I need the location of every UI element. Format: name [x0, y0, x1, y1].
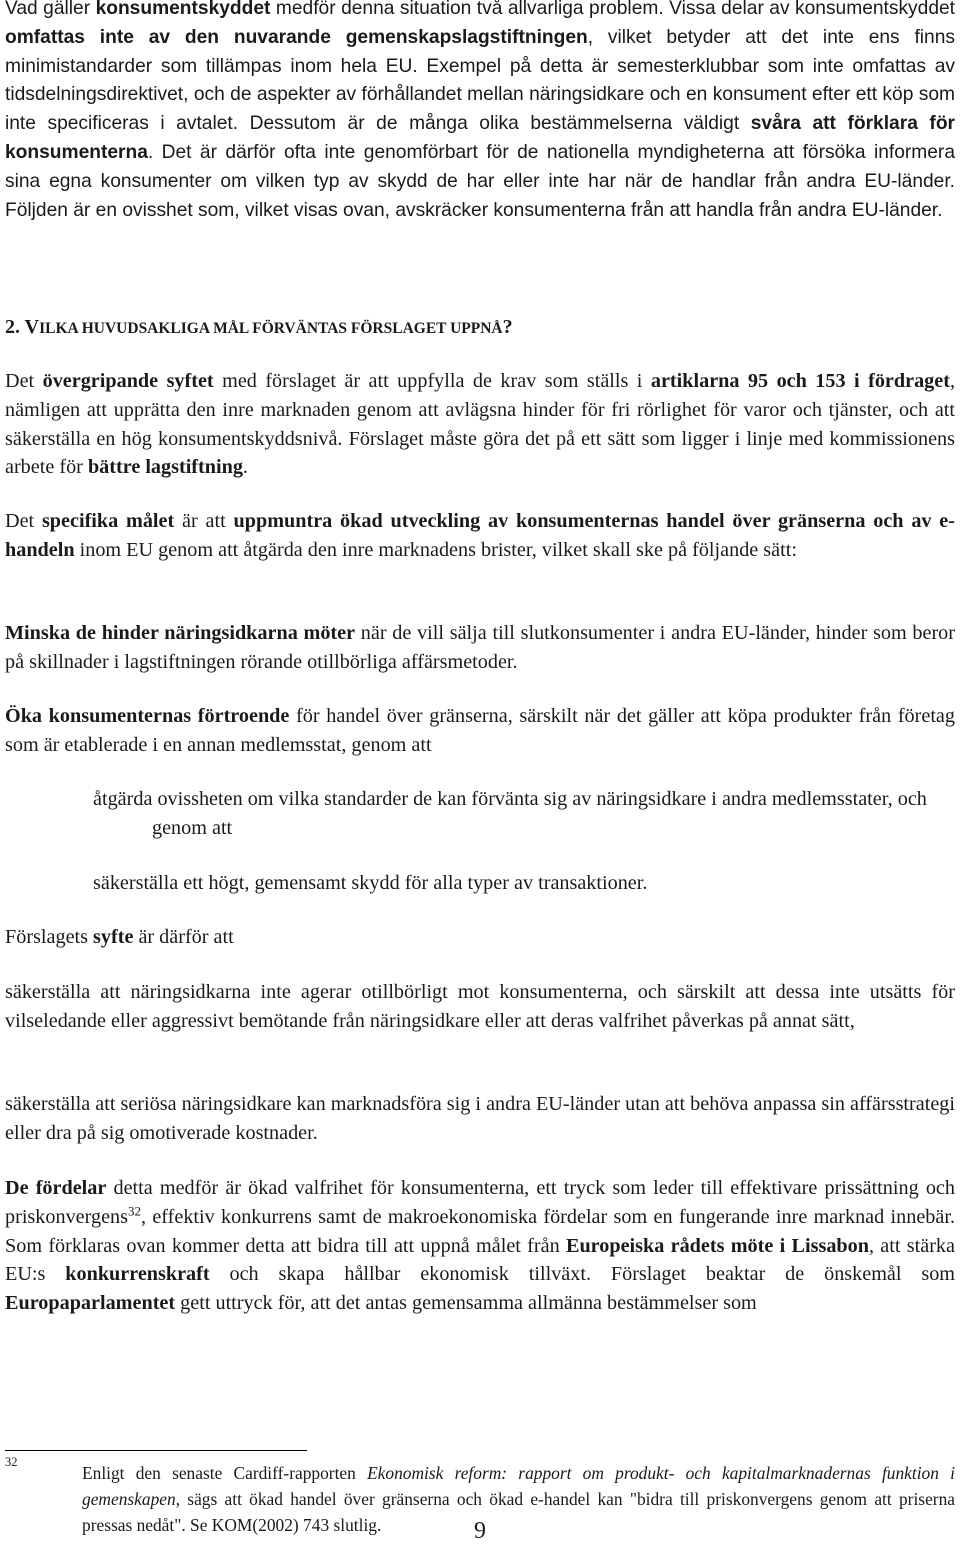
- text: Vad gäller: [5, 0, 96, 19]
- text: med förslaget är att uppfylla de krav som ställs i: [213, 370, 651, 392]
- heading-text: ILKA HUVUDSAKLIGA MÅL FÖRVÄNTAS FÖRSLAGET UPPNÅ: [39, 320, 503, 337]
- bold-term: Öka konsumenternas förtroende: [5, 705, 290, 727]
- bold-term: övergripande syftet: [42, 370, 214, 392]
- paragraph-ensure-fair-practices: säkerställa att näringsidkarna inte agerar otillbörligt mot konsumenterna, och särskilt att dessa inte utsätts för vilseledande eller aggressivt bemötande från näringsidkare eller att deras valfrihet påverkas på annat sätt,: [5, 981, 955, 1032]
- bold-term: specifika målet: [41, 510, 175, 532]
- paragraph-reduce-obstacles: [5, 619, 955, 677]
- heading-initial: V: [24, 316, 40, 338]
- paragraph-consumer-protection-problems: [5, 0, 955, 225]
- section-heading: [5, 313, 513, 343]
- text: , att stärka EU:s: [5, 1234, 955, 1286]
- bold-term: uppmuntra ökad utveckling av konsumenternas handel över gränserna och av e-handeln: [5, 510, 955, 561]
- text: och skapa hållbar ekonomisk tillväxt. Förslaget beaktar de önskemål som: [209, 1263, 956, 1286]
- text: inom EU genom att åtgärda den inre marknadens brister, vilket skall ske på följande sätt:: [74, 538, 797, 561]
- paragraph-benefits: [5, 1174, 955, 1318]
- paragraph-ensure-market-access: säkerställa att seriösa näringsidkare kan marknadsföra sig i andra EU-länder utan att behöva anpassa sin affärsstrategi eller dra på sig omotiverade kostnader.: [5, 1093, 955, 1144]
- footnote-divider: [5, 1450, 307, 1451]
- text: för handel över gränserna, särskilt när det gäller att köpa produkter från företag som är etablerade i en annan medlemsstat, genom att: [5, 705, 955, 756]
- bold-term: artiklarna 95 och 153 i fördraget: [650, 370, 950, 392]
- bold-term: Europeiska rådets möte i Lissabon: [565, 1234, 869, 1257]
- indented-item-text: säkerställa ett högt, gemensamt skydd för alla typer av transaktioner.: [93, 872, 648, 894]
- indented-item: [93, 869, 955, 898]
- bold-term: De fördelar: [5, 1177, 107, 1199]
- text: , vilket betyder att det inte ens finns minimistandarder som tillämpas inom hela EU. Exempel på detta är semesterklubbar som inte omfattas av tidsdelningsdirektivet, och de aspekter av förhållandet mellan näringsidkare och en konsument efter ett köp som inte specificeras i avtalet. Dessutom är de många olika bestämmelserna väldigt: [5, 26, 955, 135]
- footnote-number: 32: [5, 1455, 18, 1469]
- text: Förslagets: [5, 926, 94, 948]
- text: .: [242, 456, 248, 479]
- page-number: 9: [474, 1518, 486, 1544]
- text: , effektiv konkurrens samt de makroekonomiska fördelar som en fungerande inre marknad innebär. Som förklaras ovan kommer detta att bidra till att uppnå målet från: [5, 1205, 955, 1257]
- text: . Det är därför ofta inte genomförbart för de nationella myndigheterna att försöka informera sina egna konsumenter om vilken typ av skydd de har eller inte har när de handlar från andra EU-länder. Följden är en ovisshet som, vilket visas ovan, avskräcker konsumenterna från att handla från andra EU-länder.: [5, 141, 955, 221]
- text: Det: [5, 370, 43, 392]
- bold-term: konkurrenskraft: [65, 1263, 210, 1286]
- paragraph-increase-confidence: [5, 702, 955, 760]
- bold-term: bättre lagstiftning: [87, 456, 243, 479]
- paragraph-specific-objective: [5, 507, 955, 565]
- text: , sägs att ökad handel över gränserna och ökad e-handel kan "bidra till priskonvergens genom att priserna pressas nedåt". Se KOM(2002) 743 slutlig.: [82, 1489, 955, 1535]
- bold-term: Europaparlamentet: [5, 1292, 176, 1315]
- indented-item-text: åtgärda ovissheten om vilka standarder de kan förvänta sig av näringsidkare i andra medlemsstater, och genom att: [93, 788, 927, 839]
- text: gett uttryck för, att det antas gemensamma allmänna bestämmelser som: [175, 1292, 757, 1315]
- bold-term: svåra att förklara för konsumenterna: [5, 113, 956, 163]
- footnote-reference[interactable]: 32: [127, 1203, 141, 1219]
- bold-term: syfte: [93, 926, 134, 948]
- text: är att: [174, 510, 234, 532]
- text: när de vill sälja till slutkonsumenter i andra EU-länder, hinder som beror på skillnader i lagstiftningen rörande otillbörliga affärsmetoder.: [5, 622, 955, 673]
- italic-title: Ekonomisk reform: rapport om produkt- och kapitalmarknadernas funktion i gemenskapen: [82, 1463, 955, 1509]
- text: detta medför är ökad valfrihet för konsumenterna, ett tryck som leder till effektivare prissättning och priskonvergens: [5, 1177, 955, 1228]
- bold-term: omfattas inte av den nuvarande gemenskapslagstiftningen: [5, 26, 588, 48]
- heading-number: 2.: [5, 316, 25, 338]
- bold-term: konsumentskyddet: [95, 0, 271, 19]
- indented-item: [93, 785, 955, 843]
- text: , nämligen att upprätta den inre marknaden genom att avlägsna hinder för fri rörlighet för varor och tjänster, och att säkerställa en hög konsumentskyddsnivå. Förslaget måste göra det på ett sätt som ligger i linje med kommissionens arbete för: [5, 370, 955, 479]
- paragraph-overall-objective: [5, 367, 955, 482]
- paragraph-proposal-purpose: [5, 923, 955, 952]
- heading-question-mark: ?: [502, 316, 513, 338]
- text: är därför att: [133, 926, 234, 948]
- text: Enligt den senaste Cardiff-rapporten: [82, 1463, 368, 1483]
- text: Det: [5, 510, 42, 532]
- text: medför denna situation två allvarliga problem. Vissa delar av konsumentskyddet: [270, 0, 955, 19]
- bold-term: Minska de hinder näringsidkarna möter: [5, 622, 356, 644]
